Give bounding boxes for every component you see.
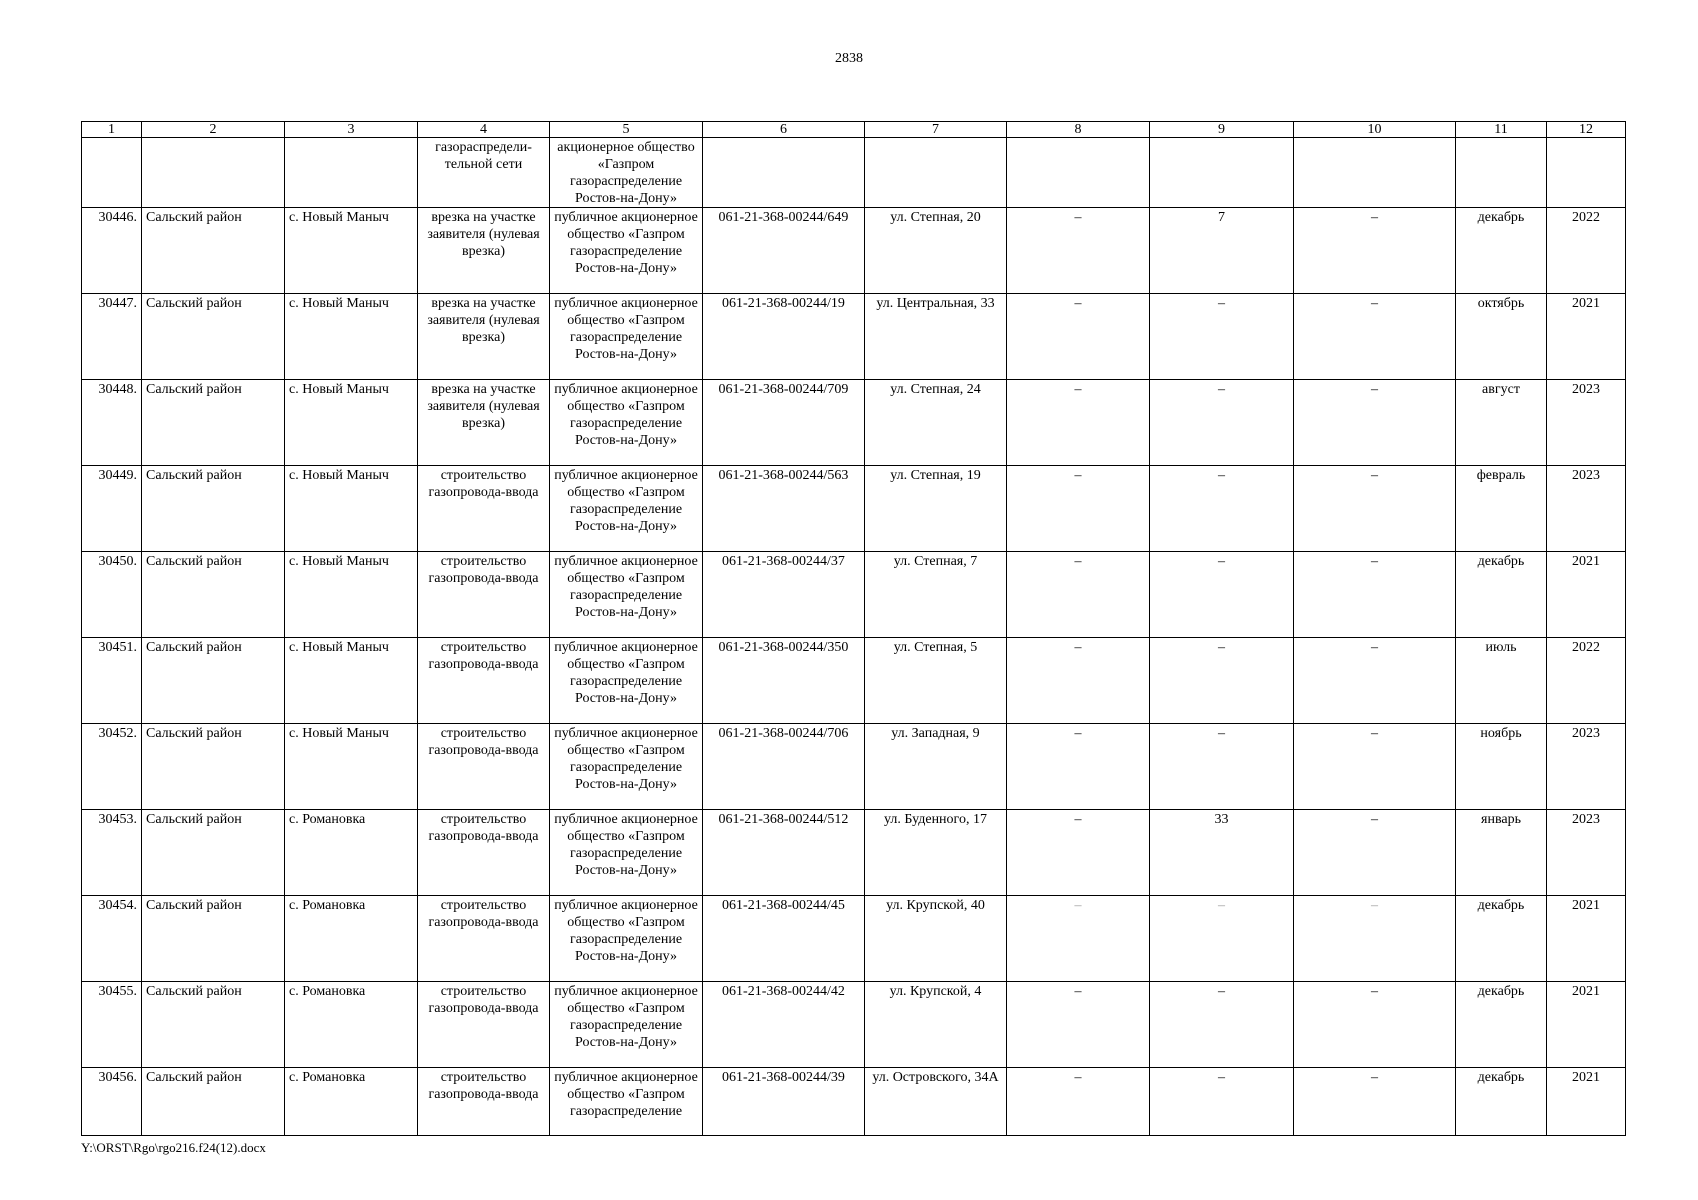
table-row xyxy=(82,466,1626,552)
cell-year: 2022 xyxy=(1547,208,1626,294)
cell-settlement: с. Романовка xyxy=(285,1068,418,1136)
footer-file-path: Y:\ORST\Rgo\rgo216.f24(12).docx xyxy=(81,1140,266,1155)
cell-col9: – xyxy=(1150,294,1294,380)
cell-code: 061-21-368-00244/42 xyxy=(703,982,865,1068)
cell-code: 061-21-368-00244/649 xyxy=(703,208,865,294)
cell-year: 2021 xyxy=(1547,552,1626,638)
cell-col9 xyxy=(1150,138,1294,208)
cell-method: строительство газопровода-ввода xyxy=(418,1068,550,1136)
cell-district: Сальский район xyxy=(142,380,285,466)
cell-settlement: с. Новый Маныч xyxy=(285,552,418,638)
cell-address: ул. Степная, 20 xyxy=(865,208,1007,294)
cell-address: ул. Западная, 9 xyxy=(865,724,1007,810)
cell-year: 2023 xyxy=(1547,466,1626,552)
cell-address: ул. Крупской, 4 xyxy=(865,982,1007,1068)
cell-number: 30450. xyxy=(82,552,142,638)
cell-method: строительство газопровода-ввода xyxy=(418,552,550,638)
table-row xyxy=(82,294,1626,380)
column-header: 5 xyxy=(550,122,703,138)
cell-number: 30451. xyxy=(82,638,142,724)
cell-address: ул. Центральная, 33 xyxy=(865,294,1007,380)
cell-month: июль xyxy=(1456,638,1547,724)
cell-year: 2023 xyxy=(1547,380,1626,466)
cell-method: строительство газопровода-ввода xyxy=(418,466,550,552)
column-number-header-row xyxy=(82,122,1626,138)
cell-method: врезка на участке заявителя (нулевая врезка) xyxy=(418,294,550,380)
cell-organization: публичное акционерное общество «Газпром газораспределение xyxy=(550,1068,703,1136)
cell-address: ул. Степная, 7 xyxy=(865,552,1007,638)
cell-col10: – xyxy=(1294,552,1456,638)
cell-organization: публичное акционерное общество «Газпром газораспределение Ростов-на-Дону» xyxy=(550,724,703,810)
cell-district: Сальский район xyxy=(142,294,285,380)
cell-district: Сальский район xyxy=(142,552,285,638)
cell-col10: – xyxy=(1294,982,1456,1068)
cell-col8: – xyxy=(1007,380,1150,466)
cell-col10: – xyxy=(1294,1068,1456,1136)
cell-method: строительство газопровода-ввода xyxy=(418,638,550,724)
cell-col10: – xyxy=(1294,208,1456,294)
cell-code: 061-21-368-00244/350 xyxy=(703,638,865,724)
column-header: 10 xyxy=(1294,122,1456,138)
cell-month: январь xyxy=(1456,810,1547,896)
table-row xyxy=(82,1068,1626,1136)
cell-organization: публичное акционерное общество «Газпром газораспределение Ростов-на-Дону» xyxy=(550,552,703,638)
column-header: 9 xyxy=(1150,122,1294,138)
column-header: 2 xyxy=(142,122,285,138)
page-number: 2838 xyxy=(835,51,863,66)
cell-code xyxy=(703,138,865,208)
cell-number: 30447. xyxy=(82,294,142,380)
cell-number: 30452. xyxy=(82,724,142,810)
cell-year: 2023 xyxy=(1547,724,1626,810)
cell-col9: 7 xyxy=(1150,208,1294,294)
cell-number: 30456. xyxy=(82,1068,142,1136)
cell-address: ул. Буденного, 17 xyxy=(865,810,1007,896)
cell-col8: – xyxy=(1007,982,1150,1068)
cell-address xyxy=(865,138,1007,208)
cell-settlement: с. Новый Маныч xyxy=(285,208,418,294)
cell-number: 30449. xyxy=(82,466,142,552)
cell-col9: – xyxy=(1150,380,1294,466)
cell-settlement: с. Новый Маныч xyxy=(285,380,418,466)
cell-code: 061-21-368-00244/512 xyxy=(703,810,865,896)
cell-settlement: с. Новый Маныч xyxy=(285,294,418,380)
cell-address: ул. Степная, 19 xyxy=(865,466,1007,552)
cell-district: Сальский район xyxy=(142,810,285,896)
cell-year: 2021 xyxy=(1547,896,1626,982)
cell-month: декабрь xyxy=(1456,982,1547,1068)
cell-col8: – xyxy=(1007,294,1150,380)
cell-code: 061-21-368-00244/39 xyxy=(703,1068,865,1136)
register-table-container xyxy=(81,121,1625,1136)
table-row xyxy=(82,380,1626,466)
cell-number xyxy=(82,138,142,208)
cell-district: Сальский район xyxy=(142,982,285,1068)
column-header: 7 xyxy=(865,122,1007,138)
cell-district: Сальский район xyxy=(142,466,285,552)
column-header: 8 xyxy=(1007,122,1150,138)
column-header: 4 xyxy=(418,122,550,138)
cell-code: 061-21-368-00244/709 xyxy=(703,380,865,466)
cell-method: газораспредели-тельной сети xyxy=(418,138,550,208)
cell-col9: – xyxy=(1150,638,1294,724)
cell-year: 2021 xyxy=(1547,982,1626,1068)
cell-address: ул. Островского, 34А xyxy=(865,1068,1007,1136)
cell-month: декабрь xyxy=(1456,208,1547,294)
cell-district: Сальский район xyxy=(142,724,285,810)
cell-col8: – xyxy=(1007,810,1150,896)
cell-col9: – xyxy=(1150,466,1294,552)
cell-col10: – xyxy=(1294,896,1456,982)
cell-organization: публичное акционерное общество «Газпром газораспределение Ростов-на-Дону» xyxy=(550,208,703,294)
cell-col9: – xyxy=(1150,982,1294,1068)
cell-month: декабрь xyxy=(1456,552,1547,638)
cell-col10: – xyxy=(1294,724,1456,810)
cell-method: строительство газопровода-ввода xyxy=(418,896,550,982)
cell-col10: – xyxy=(1294,294,1456,380)
cell-code: 061-21-368-00244/19 xyxy=(703,294,865,380)
cell-year: 2021 xyxy=(1547,1068,1626,1136)
cell-method: строительство газопровода-ввода xyxy=(418,810,550,896)
cell-address: ул. Степная, 5 xyxy=(865,638,1007,724)
register-table xyxy=(81,121,1626,1136)
cell-col10: – xyxy=(1294,466,1456,552)
table-row xyxy=(82,638,1626,724)
cell-number: 30453. xyxy=(82,810,142,896)
table-row xyxy=(82,982,1626,1068)
cell-number: 30446. xyxy=(82,208,142,294)
cell-organization: публичное акционерное общество «Газпром газораспределение Ростов-на-Дону» xyxy=(550,380,703,466)
cell-col8: – xyxy=(1007,724,1150,810)
cell-district: Сальский район xyxy=(142,638,285,724)
cell-district: Сальский район xyxy=(142,208,285,294)
cell-month: октябрь xyxy=(1456,294,1547,380)
cell-organization: публичное акционерное общество «Газпром газораспределение Ростов-на-Дону» xyxy=(550,638,703,724)
column-header: 6 xyxy=(703,122,865,138)
cell-method: врезка на участке заявителя (нулевая врезка) xyxy=(418,208,550,294)
column-header: 1 xyxy=(82,122,142,138)
column-header: 11 xyxy=(1456,122,1547,138)
cell-code: 061-21-368-00244/37 xyxy=(703,552,865,638)
table-row xyxy=(82,896,1626,982)
table-row xyxy=(82,208,1626,294)
cell-col9: – xyxy=(1150,1068,1294,1136)
cell-col8: – xyxy=(1007,208,1150,294)
table-row xyxy=(82,810,1626,896)
cell-number: 30448. xyxy=(82,380,142,466)
cell-year: 2023 xyxy=(1547,810,1626,896)
table-row xyxy=(82,552,1626,638)
cell-month: декабрь xyxy=(1456,896,1547,982)
cell-district xyxy=(142,138,285,208)
cell-settlement: с. Романовка xyxy=(285,896,418,982)
cell-month: февраль xyxy=(1456,466,1547,552)
cell-method: врезка на участке заявителя (нулевая врезка) xyxy=(418,380,550,466)
cell-code: 061-21-368-00244/706 xyxy=(703,724,865,810)
cell-col10: – xyxy=(1294,380,1456,466)
cell-year: 2022 xyxy=(1547,638,1626,724)
cell-organization: публичное акционерное общество «Газпром газораспределение Ростов-на-Дону» xyxy=(550,466,703,552)
cell-col10: – xyxy=(1294,638,1456,724)
cell-settlement: с. Романовка xyxy=(285,982,418,1068)
cell-settlement: с. Новый Маныч xyxy=(285,466,418,552)
cell-code: 061-21-368-00244/563 xyxy=(703,466,865,552)
cell-method: строительство газопровода-ввода xyxy=(418,982,550,1068)
cell-address: ул. Степная, 24 xyxy=(865,380,1007,466)
cell-settlement: с. Романовка xyxy=(285,810,418,896)
cell-number: 30454. xyxy=(82,896,142,982)
cell-col8: – xyxy=(1007,638,1150,724)
cell-month: ноябрь xyxy=(1456,724,1547,810)
cell-col9: 33 xyxy=(1150,810,1294,896)
cell-year xyxy=(1547,138,1626,208)
cell-col8: – xyxy=(1007,1068,1150,1136)
continuation-row xyxy=(82,138,1626,208)
cell-organization: публичное акционерное общество «Газпром газораспределение Ростов-на-Дону» xyxy=(550,294,703,380)
cell-col8: – xyxy=(1007,552,1150,638)
cell-col8: – xyxy=(1007,896,1150,982)
cell-organization: публичное акционерное общество «Газпром газораспределение Ростов-на-Дону» xyxy=(550,982,703,1068)
cell-year: 2021 xyxy=(1547,294,1626,380)
cell-settlement xyxy=(285,138,418,208)
cell-col9: – xyxy=(1150,552,1294,638)
cell-month xyxy=(1456,138,1547,208)
cell-organization: акционерное общество «Газпром газораспределение Ростов-на-Дону» xyxy=(550,138,703,208)
cell-settlement: с. Новый Маныч xyxy=(285,638,418,724)
cell-col8: – xyxy=(1007,466,1150,552)
cell-col10 xyxy=(1294,138,1456,208)
cell-col9: – xyxy=(1150,724,1294,810)
cell-district: Сальский район xyxy=(142,1068,285,1136)
column-header: 12 xyxy=(1547,122,1626,138)
cell-number: 30455. xyxy=(82,982,142,1068)
cell-month: декабрь xyxy=(1456,1068,1547,1136)
cell-organization: публичное акционерное общество «Газпром газораспределение Ростов-на-Дону» xyxy=(550,810,703,896)
cell-col8 xyxy=(1007,138,1150,208)
cell-code: 061-21-368-00244/45 xyxy=(703,896,865,982)
cell-method: строительство газопровода-ввода xyxy=(418,724,550,810)
cell-settlement: с. Новый Маныч xyxy=(285,724,418,810)
cell-col9: – xyxy=(1150,896,1294,982)
column-header: 3 xyxy=(285,122,418,138)
cell-month: август xyxy=(1456,380,1547,466)
cell-organization: публичное акционерное общество «Газпром газораспределение Ростов-на-Дону» xyxy=(550,896,703,982)
table-row xyxy=(82,724,1626,810)
cell-col10: – xyxy=(1294,810,1456,896)
cell-district: Сальский район xyxy=(142,896,285,982)
cell-address: ул. Крупской, 40 xyxy=(865,896,1007,982)
